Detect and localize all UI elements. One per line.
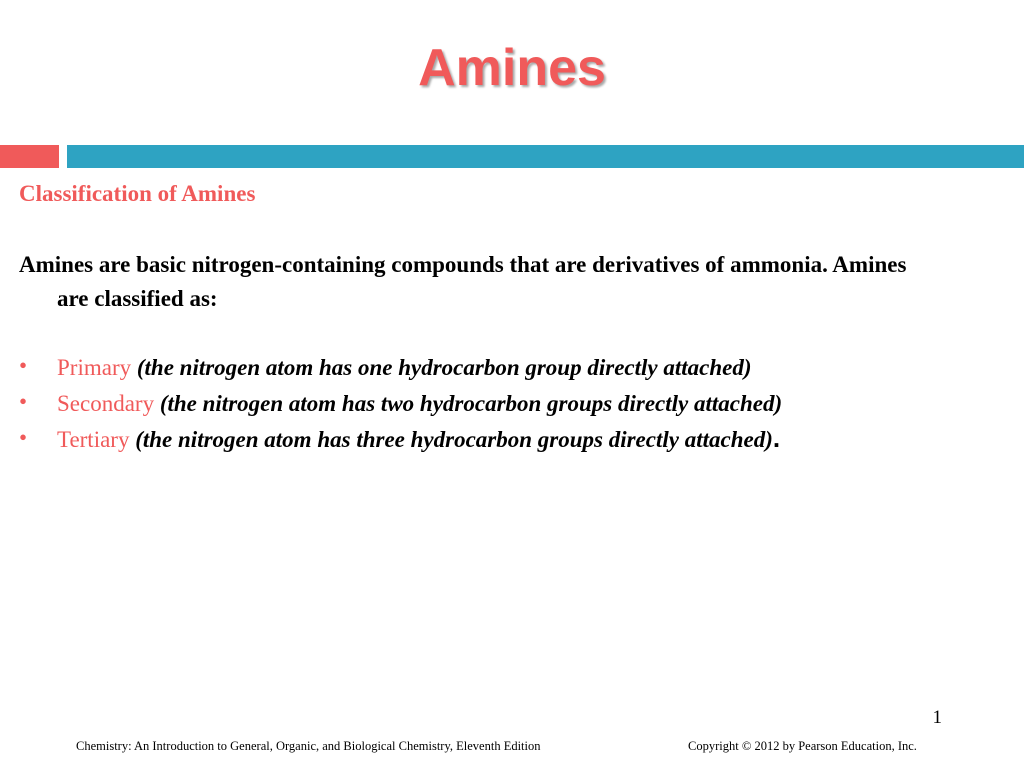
term-secondary: Secondary (57, 391, 155, 416)
bullet-icon: • (19, 353, 28, 378)
footer-book-title: Chemistry: An Introduction to General, Organic, and Biological Chemistry, Eleventh Edition (76, 739, 541, 753)
slide-title: Amines (418, 39, 606, 97)
description-secondary: (the nitrogen atom has two hydrocarbon groups directly attached) (159, 391, 783, 416)
list-item-tertiary (19, 421, 1009, 457)
list-item-primary (19, 349, 1009, 385)
amine-classification-list (19, 349, 1009, 457)
term-tertiary: Tertiary (57, 427, 130, 452)
section-subtitle: Classification of Amines (19, 181, 256, 206)
trailing-punctuation: . (772, 423, 781, 453)
bullet-icon: • (19, 389, 28, 414)
description-primary: (the nitrogen atom has one hydrocarbon group directly attached) (136, 355, 752, 380)
description-tertiary: (the nitrogen atom has three hydrocarbon groups directly attached) (135, 427, 773, 452)
accent-bar-left (0, 145, 59, 168)
term-primary: Primary (57, 355, 132, 380)
bullet-icon: • (19, 425, 28, 450)
intro-paragraph: Amines are basic nitrogen-containing compounds that are derivatives of ammonia. Amines are classified as: (19, 252, 907, 311)
page-number: 1 (932, 707, 942, 728)
accent-bar-right (67, 145, 1024, 168)
footer-copyright: Copyright © 2012 by Pearson Education, Inc. (688, 739, 917, 753)
list-item-secondary (19, 385, 1009, 421)
